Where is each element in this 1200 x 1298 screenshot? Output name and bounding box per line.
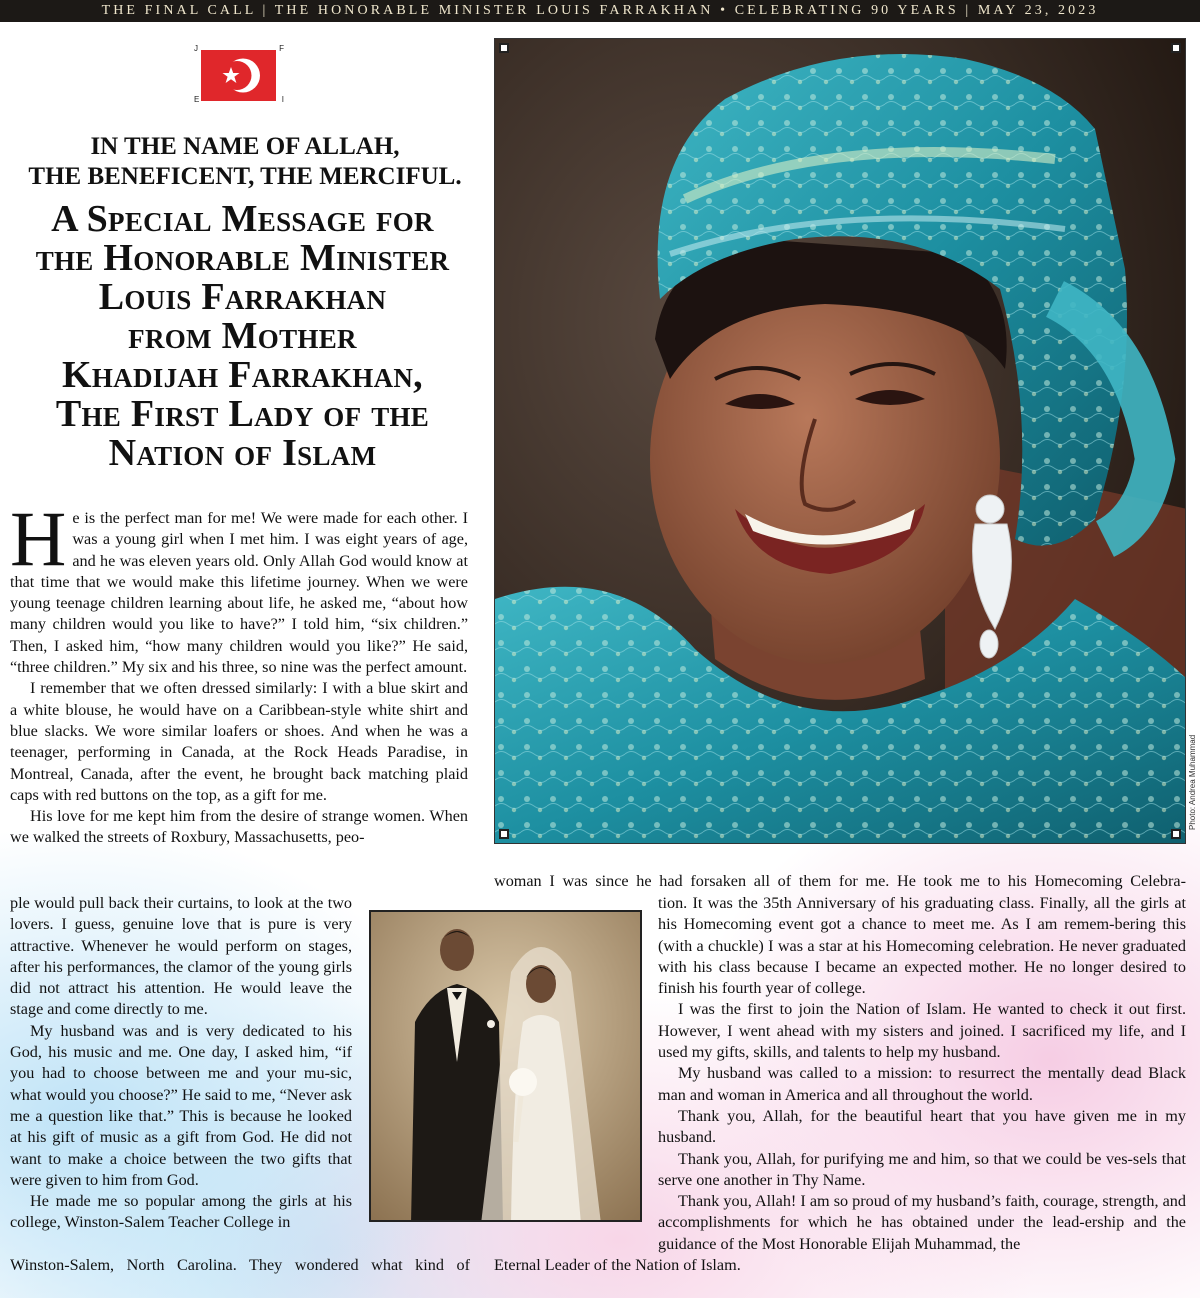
headline-line-2: the Honorable Minister — [35, 237, 450, 279]
wedding-illustration — [371, 912, 642, 1222]
drop-cap: H — [10, 495, 67, 582]
masthead-banner-text: THE FINAL CALL | THE HONORABLE MINISTER LOUIS FARRAKHAN • CELEBRATING 90 YEARS | MAY 23, 2023 — [101, 3, 1099, 18]
portrait-illustration — [495, 39, 1186, 844]
photo-credit: Photo: Andrea Muhammad — [1188, 734, 1197, 830]
portrait-photo — [494, 38, 1186, 844]
frame-corner — [1171, 43, 1181, 53]
flag-field — [201, 50, 276, 101]
paragraph-7: My husband was called to a mission: to resurrect the mentally dead Black man and woman in America and all throughout the world. — [658, 1064, 1186, 1104]
article-column-left-top — [10, 495, 468, 849]
headline-line-3: Louis Farrakhan — [98, 276, 387, 318]
headline-line-7: Nation of Islam — [108, 432, 377, 474]
invocation — [10, 132, 480, 192]
flag-letter-j: J — [194, 44, 198, 53]
headline — [10, 200, 475, 473]
crescent-star-icon — [201, 50, 276, 101]
paragraph-3-continued: ple would pull back their curtains, to look at the two lovers. I guess, genuine love that is pure is very attractive. Whenever he would perform on stages, after his performances, the clamor of the young girls did not attract his attention. He would leave the stage and come directly to me. — [10, 894, 352, 1019]
paragraph-4: My husband was and is very dedicated to his God, his music and me. One day, I asked him, “if you had to choose between me and your mu-sic, what would you choose?” He said to me, “Never ask me a question like that.” This is because he looked at his gift of music as a gift from God. He did not want to make a choice between the two gifts that were given to him from God. — [10, 1021, 352, 1189]
headline-line-4: from Mother — [128, 315, 357, 357]
article-column-right — [658, 893, 1186, 1255]
paragraph-10-end: Eternal Leader of the Nation of Islam. — [494, 1256, 741, 1274]
headline-line-6: The First Lady of the — [55, 393, 430, 435]
paragraph-1 — [10, 495, 468, 678]
paragraph-5-start: He made me so popular among the girls at his college, Winston-Salem Teacher College in — [10, 1192, 352, 1232]
paragraph-3-start: His love for me kept him from the desire of strange women. When we walked the streets of Roxbury, Massachusetts, peo- — [10, 807, 468, 847]
paragraph-2: I remember that we often dressed similarly: I with a blue skirt and a white blouse, he would have on a Caribbean-style white shirt and blue slacks. We wore similar loafers or shoes. And when he was a teenager, performing in Canada, at the Rock Heads Paradise, in Montreal, Canada, after the event, he brought back matching plaid caps with red buttons on the top, as a gift for me. — [10, 679, 468, 804]
wedding-photo — [369, 910, 642, 1222]
headline-line-1: A Special Message for — [51, 198, 434, 240]
nation-of-islam-flag — [192, 44, 292, 104]
frame-corner — [499, 829, 509, 839]
flag-letter-e: E — [194, 95, 200, 104]
invocation-line-1: IN THE NAME OF ALLAH, — [90, 133, 400, 160]
flag-letter-i: I — [281, 95, 284, 104]
article-column-left-bottom — [10, 893, 352, 1234]
paragraph-5-line: Winston-Salem, North Carolina. They wondered what kind of — [10, 1256, 470, 1274]
paragraph-5-line-right: woman I was since he had forsaken all of them for me. He took me to his Homecoming Celebra- — [494, 872, 1186, 890]
paragraph-10: Thank you, Allah! I am so proud of my husband’s faith, courage, strength, and accomplishments for which he has obtained under the lead-ership and the guidance of the Most Honorable Elijah Muhammad, the — [658, 1192, 1186, 1253]
invocation-line-2: THE BENEFICENT, THE MERCIFUL. — [28, 163, 462, 190]
paragraph-5-end: tion. It was the 35th Anniversary of his graduating class. Finally, all the girls at his Homecoming event got a chance to meet me. As I am remem-bering this (with a chuckle) I was a star at his Homecoming celebration. He never graduated with his class because I became an expected mother. He no longer desired to finish his fourth year of college. — [658, 894, 1186, 998]
masthead-banner — [0, 0, 1200, 22]
frame-corner — [499, 43, 509, 53]
paragraph-6: I was the first to join the Nation of Islam. He wanted to check it out first. However, I went ahead with my sisters and joined. I sacrificed my life, and I used my gifts, skills, and talents to help my husband. — [658, 1000, 1186, 1062]
flag-letter-f: F — [279, 44, 284, 53]
headline-line-5: Khadijah Farrakhan, — [62, 354, 423, 396]
article-line-right-top — [494, 871, 1186, 892]
paragraph-1-text: e is the perfect man for me! We were made for each other. I was a young girl when I met him. I was eight years of age, and he was eleven years old. Only Allah God would know at that time that we would make this lifetime journey. When we were young teenage children learning about life, he asked me, “about how many children would you like to have?” I told him, “six children.” Then, I asked him, “how many children would you like?” He said, “three children.” My six and his three, so nine was the perfect amount. — [10, 509, 468, 677]
paragraph-9: Thank you, Allah, for purifying me and him, so that we could be ves-sels that serve one another in Thy Name. — [658, 1149, 1186, 1189]
frame-corner — [1171, 829, 1181, 839]
article-line-right-tail — [494, 1255, 1186, 1276]
paragraph-8: Thank you, Allah, for the beautiful heart that you have given me in my husband. — [658, 1106, 1186, 1147]
article-line-left-tail — [10, 1255, 470, 1276]
